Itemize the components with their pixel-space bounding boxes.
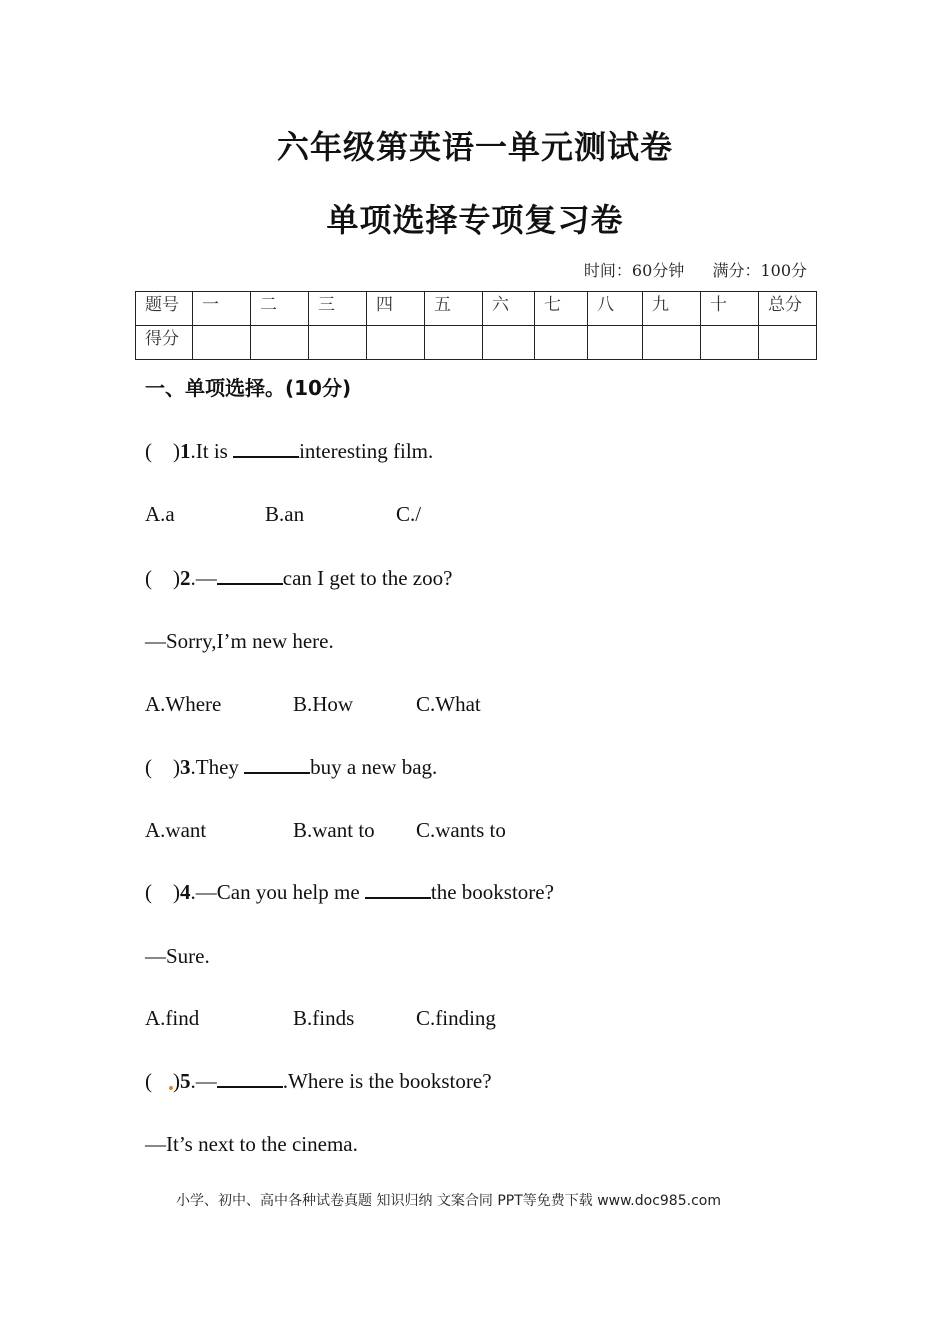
table-cell: 八	[588, 292, 643, 326]
answer-blank	[233, 438, 299, 458]
reply-line: —Sorry,I’m new here.	[145, 629, 334, 653]
answer-paren: (	[145, 880, 152, 904]
options-row	[145, 501, 745, 527]
option-a: A.find	[145, 1006, 200, 1030]
question-text: the bookstore?	[430, 880, 554, 904]
option-b: B.How	[293, 692, 354, 716]
page-title: 六年级第英语一单元测试卷	[276, 128, 673, 166]
table-cell: 三	[309, 292, 367, 326]
table-cell: 五	[425, 292, 483, 326]
page-subtitle: 单项选择专项复习卷	[326, 201, 624, 239]
option-b: B.finds	[293, 1006, 355, 1030]
question-text: .It is	[190, 439, 234, 463]
question-2: ( )2.— can I get to the zoo?	[145, 566, 453, 590]
option-c: C.wants to	[416, 818, 506, 842]
table-cell: 十	[701, 292, 759, 326]
score-cell	[483, 326, 535, 360]
options-row	[145, 817, 745, 843]
answer-paren: (	[145, 566, 152, 590]
score-cell	[759, 326, 817, 360]
footer-text: 小学、初中、高中各种试卷真题 知识归纳 文案合同 PPT等免费下载 www.doc985.com	[176, 1193, 721, 1209]
question-number: 1	[180, 439, 191, 463]
exam-meta	[582, 258, 807, 281]
question-text: interesting film.	[299, 439, 434, 463]
question-3: ( )3.They buy a new bag.	[145, 755, 438, 779]
table-cell: 总分	[759, 292, 817, 326]
table-cell: 一	[193, 292, 251, 326]
answer-blank	[365, 879, 431, 899]
answer-blank	[217, 565, 283, 585]
time-label: 时间：60分钟	[583, 261, 685, 280]
section-heading: 一、单项选择。(10分)	[145, 376, 352, 400]
score-cell	[535, 326, 588, 360]
question-number: 3	[180, 755, 191, 779]
score-cell	[367, 326, 425, 360]
table-cell: 二	[251, 292, 309, 326]
score-cell	[701, 326, 759, 360]
table-cell: 题号	[136, 292, 193, 326]
question-text: can I get to the zoo?	[282, 566, 453, 590]
reply-line: —It’s next to the cinema.	[145, 1132, 358, 1156]
answer-blank	[244, 754, 310, 774]
option-c: C.finding	[416, 1006, 496, 1030]
score-cell	[588, 326, 643, 360]
question-5: ( )5.— .Where is the bookstore?	[145, 1069, 492, 1093]
table-cell: 四	[367, 292, 425, 326]
score-cell	[251, 326, 309, 360]
answer-paren: (	[145, 1069, 152, 1093]
question-number: 2	[180, 566, 191, 590]
question-text: buy a new bag.	[310, 755, 438, 779]
score-table	[135, 291, 817, 360]
question-text: .Where is the bookstore?	[282, 1069, 492, 1093]
score-cell	[425, 326, 483, 360]
question-text: .—Can you help me	[190, 880, 365, 904]
score-cell	[643, 326, 701, 360]
dot-mark-icon	[169, 1086, 173, 1090]
option-a: A.Where	[145, 692, 222, 716]
option-b: B.want to	[293, 818, 375, 842]
option-b: B.an	[265, 502, 305, 526]
full-score-label: 满分：100分	[712, 261, 807, 280]
question-1: ( )1.It is interesting film.	[145, 439, 434, 463]
question-number: 4	[180, 880, 191, 904]
option-a: A.a	[145, 502, 175, 526]
answer-paren: (	[145, 755, 152, 779]
answer-blank	[217, 1068, 283, 1088]
table-cell: 得分	[136, 326, 193, 360]
options-row	[145, 691, 745, 717]
question-number: 5	[180, 1069, 191, 1093]
question-4: ( )4.—Can you help me the bookstore?	[145, 880, 554, 904]
reply-line: —Sure.	[145, 944, 210, 968]
question-text: .They	[190, 755, 245, 779]
score-cell	[309, 326, 367, 360]
option-a: A.want	[145, 818, 207, 842]
option-c: C./	[396, 502, 422, 526]
table-cell: 七	[535, 292, 588, 326]
table-cell: 六	[483, 292, 535, 326]
option-c: C.What	[416, 692, 481, 716]
question-text: .—	[190, 566, 217, 590]
table-cell: 九	[643, 292, 701, 326]
answer-paren: (	[145, 439, 152, 463]
options-row	[145, 1005, 745, 1031]
score-table-header-row	[136, 292, 817, 326]
score-cell	[193, 326, 251, 360]
score-table-score-row	[136, 326, 817, 360]
question-text: .—	[190, 1069, 217, 1093]
